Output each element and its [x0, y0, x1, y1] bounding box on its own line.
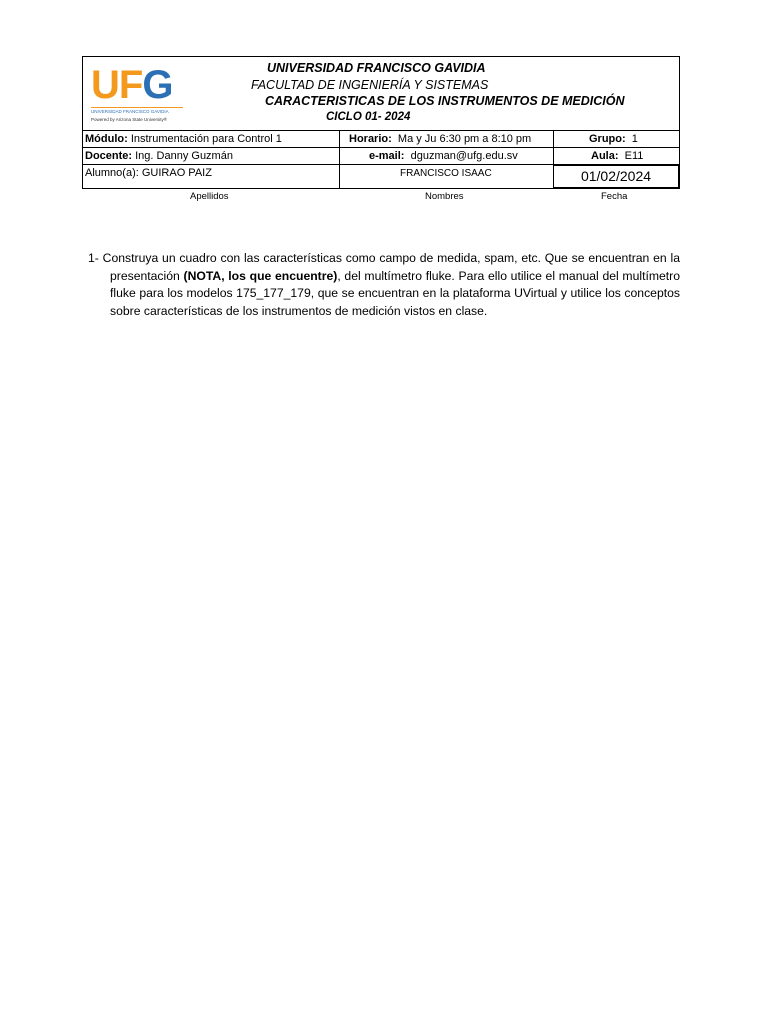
- nombres-value: FRANCISCO ISAAC: [400, 168, 492, 179]
- question-number: 1-: [88, 251, 99, 265]
- caption-apellidos: Apellidos: [190, 191, 229, 202]
- logo-powered: Powered by Arizona State University®: [91, 117, 168, 122]
- horario-field: Horario: Ma y Ju 6:30 pm a 8:10 pm: [349, 133, 532, 145]
- divider: [553, 130, 554, 165]
- docente-field: Docente: Ing. Danny Guzmán: [85, 150, 233, 162]
- divider: [339, 130, 340, 188]
- question-note: (NOTA, los que encuentre): [183, 268, 338, 283]
- subject-title: CARACTERISTICAS DE LOS INSTRUMENTOS DE MEDICIÓN: [265, 94, 625, 108]
- grupo-field: Grupo: 1: [589, 133, 638, 145]
- cycle: CICLO 01- 2024: [326, 111, 411, 123]
- logo-letters: UFG: [91, 63, 173, 107]
- question-1: [88, 250, 680, 320]
- logo-subtitle: UNIVERSIDAD FRANCISCO GAVIDIA: [91, 107, 183, 114]
- email-field: e-mail: dguzman@ufg.edu.sv: [369, 150, 518, 162]
- divider: [83, 130, 679, 131]
- university-name: UNIVERSIDAD FRANCISCO GAVIDIA: [267, 61, 486, 75]
- document-header: [82, 56, 680, 189]
- question-text-part1: Construya un cuadro con las características como campo de medida, spam, etc. Que se encuentran en la presentación: [102, 251, 681, 283]
- caption-fecha: Fecha: [601, 191, 628, 202]
- fecha-value: 01/02/2024: [553, 165, 679, 188]
- alumno-field: Alumno(a): GUIRAO PAIZ: [85, 167, 212, 179]
- caption-nombres: Nombres: [425, 191, 464, 202]
- aula-field: Aula: E11: [591, 150, 644, 162]
- modulo-field: Módulo: Instrumentación para Control 1: [85, 133, 282, 145]
- question-text-part2: , del multímetro fluke. Para ello utilice el manual del multímetro fluke para los modelos 175_177_179, que se encuentran en la plataforma UVirtual y utilice los conceptos sobre características de los instrumentos de medición vistos en clase.: [110, 268, 680, 318]
- divider: [83, 147, 679, 148]
- ufg-logo: [91, 65, 183, 123]
- faculty-name: FACULTAD DE INGENIERÍA Y SISTEMAS: [251, 78, 489, 92]
